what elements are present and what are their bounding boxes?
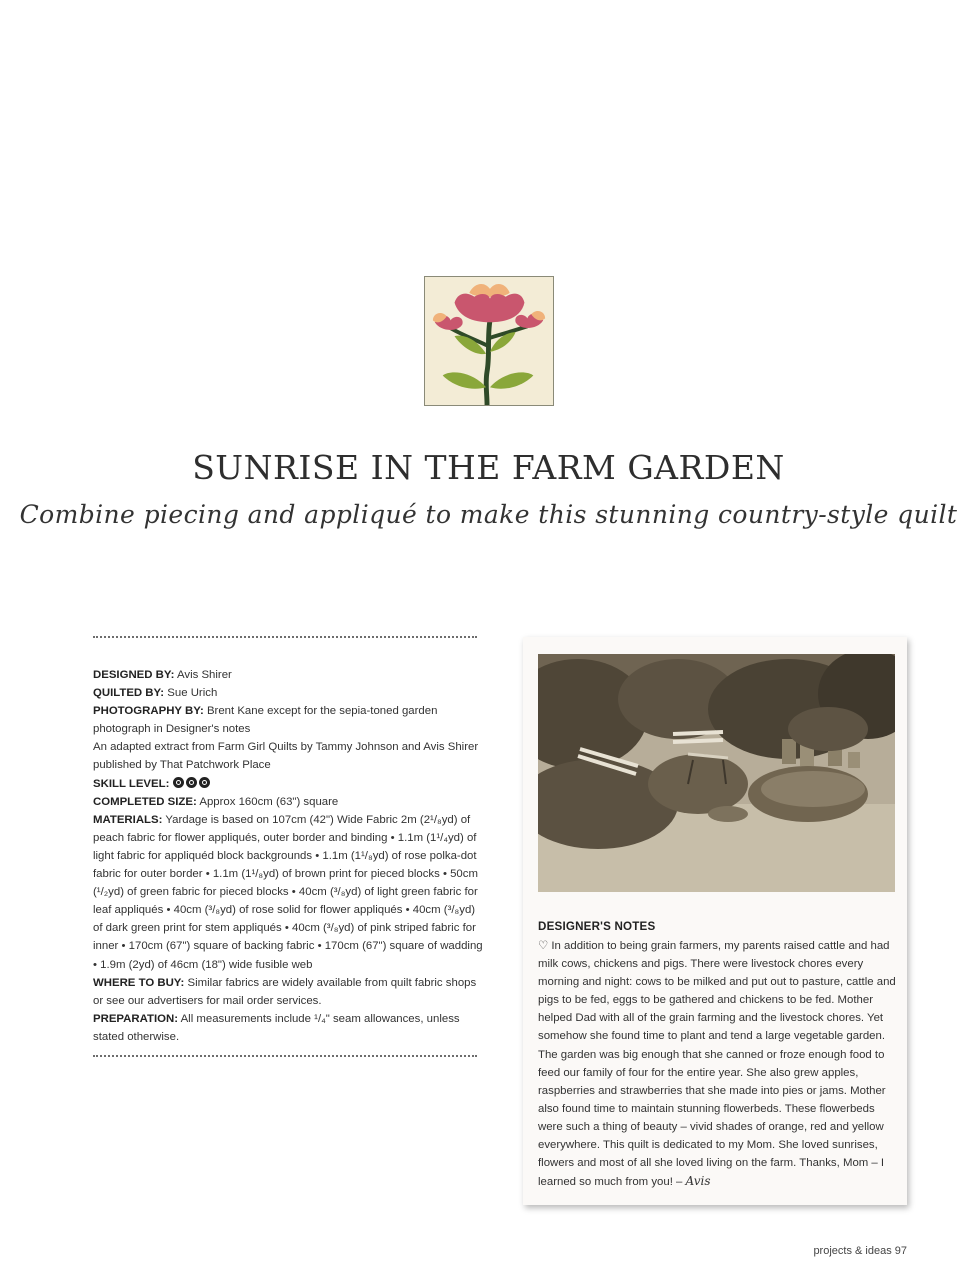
designed-by-value: Avis Shirer (176, 669, 232, 681)
where-to-buy-value: Similar fabrics are widely available from quilt fabric shops or see our advertisers for mail order services. (93, 976, 477, 1007)
designer-signature: Avis (685, 1174, 711, 1189)
preparation-value: All measurements include ¹/₄" seam allowances, unless stated otherwise. (93, 1012, 460, 1043)
quilted-by-label: QUILTED BY: (93, 687, 165, 700)
where-to-buy-label: WHERE TO BUY: (93, 976, 185, 989)
skill-level-icon (199, 777, 210, 788)
top-dotted-divider (93, 636, 477, 638)
materials-line (93, 811, 485, 974)
photography-by-label: PHOTOGRAPHY BY: (93, 705, 204, 718)
where-to-buy-line (93, 974, 485, 1010)
quilted-by-line (93, 684, 485, 702)
skill-level-icon (173, 777, 184, 788)
materials-value: Yardage is based on 107cm (42") Wide Fabric 2m (2¹/₈yd) of peach fabric for flower appliqués, outer border and binding • 1.1m (1¹/₄yd) of light fabric for appliquéd block backgrounds • 1.1m (1¹/₈yd) of rose polka-dot fabric for outer border • 1.1m (1¹/₈yd) of brown print for pieced blocks • 50cm (¹/₂yd) of green fabric for pieced blocks • 40cm (³/₈yd) of light green fabric for leaf appliqués • 40cm (³/₈yd) of rose solid for flower appliqués • 40cm (³/₈yd) of dark green print for stem appliqués • 40cm (³/₈yd) of pink striped fabric for inner • 170cm (67") square of backing fabric • 170cm (67") square of wadding • 1.9m (2yd) of 46cm (18") wide fusible web (93, 813, 483, 971)
designer-notes-heading: DESIGNER'S NOTES (538, 920, 656, 933)
preparation-label: PREPARATION: (93, 1012, 179, 1025)
materials-label: MATERIALS: (93, 813, 163, 826)
heart-icon: ♡ (538, 940, 549, 952)
preparation-line (93, 1010, 485, 1046)
designed-by-line (93, 666, 485, 684)
designed-by-label: DESIGNED BY: (93, 669, 175, 681)
page-title: SUNRISE IN THE FARM GARDEN (192, 448, 785, 487)
garden-photo (538, 654, 895, 892)
completed-size-label: COMPLETED SIZE: (93, 795, 197, 808)
skill-level-icon (186, 777, 197, 788)
skill-level-line (93, 775, 485, 793)
skill-level-label: SKILL LEVEL: (93, 777, 170, 790)
bottom-dotted-divider (93, 1055, 477, 1057)
extract-note: An adapted extract from Farm Girl Quilts by Tammy Johnson and Avis Shirer published by That Patchwork Place (93, 741, 479, 772)
page-footer: projects & ideas 97 (813, 1245, 907, 1257)
completed-size-line (93, 793, 485, 811)
project-info (93, 666, 485, 1046)
quilt-block-illustration (424, 276, 554, 406)
designer-notes-body (538, 937, 900, 1191)
flower-block-image (425, 277, 553, 405)
designer-notes-panel (523, 637, 907, 1205)
completed-size-value: Approx 160cm (63") square (199, 795, 339, 808)
sepia-garden-photo-image (538, 654, 895, 892)
photography-by-line (93, 702, 485, 738)
skill-level-rating (173, 778, 212, 790)
page-subtitle: Combine piecing and appliqué to make this stunning country-style quilt (19, 500, 958, 529)
quilted-by-value: Sue Urich (167, 687, 218, 700)
photography-by-value: Brent Kane except for the sepia-toned garden photograph in Designer's notes (93, 705, 438, 736)
designer-notes-text: In addition to being grain farmers, my parents raised cattle and had milk cows, chickens and pigs. There were livestock chores every morning and night: cows to be milked and put out to pasture, cattle and pigs to be fed, eggs to be gathered and chickens to be fed. Mother helped Dad with all of the grain farming and the livestock chores. Yet somehow she found time to plant and tend a large vegetable garden. The garden was big enough that she canned or froze enough food to feed our family of four for the entire year. She also grew apples, raspberries and strawberries that she made into pies or jams. Mother also found time to maintain stunning flowerbeds. These flowerbeds were such a thing of beauty – vivid shades of orange, red and yellow everywhere. This quilt is dedicated to my Mom. She loved sunrises, flowers and most of all she loved living on the farm. Thanks, Mom – I learned so much from you! – (538, 940, 896, 1189)
